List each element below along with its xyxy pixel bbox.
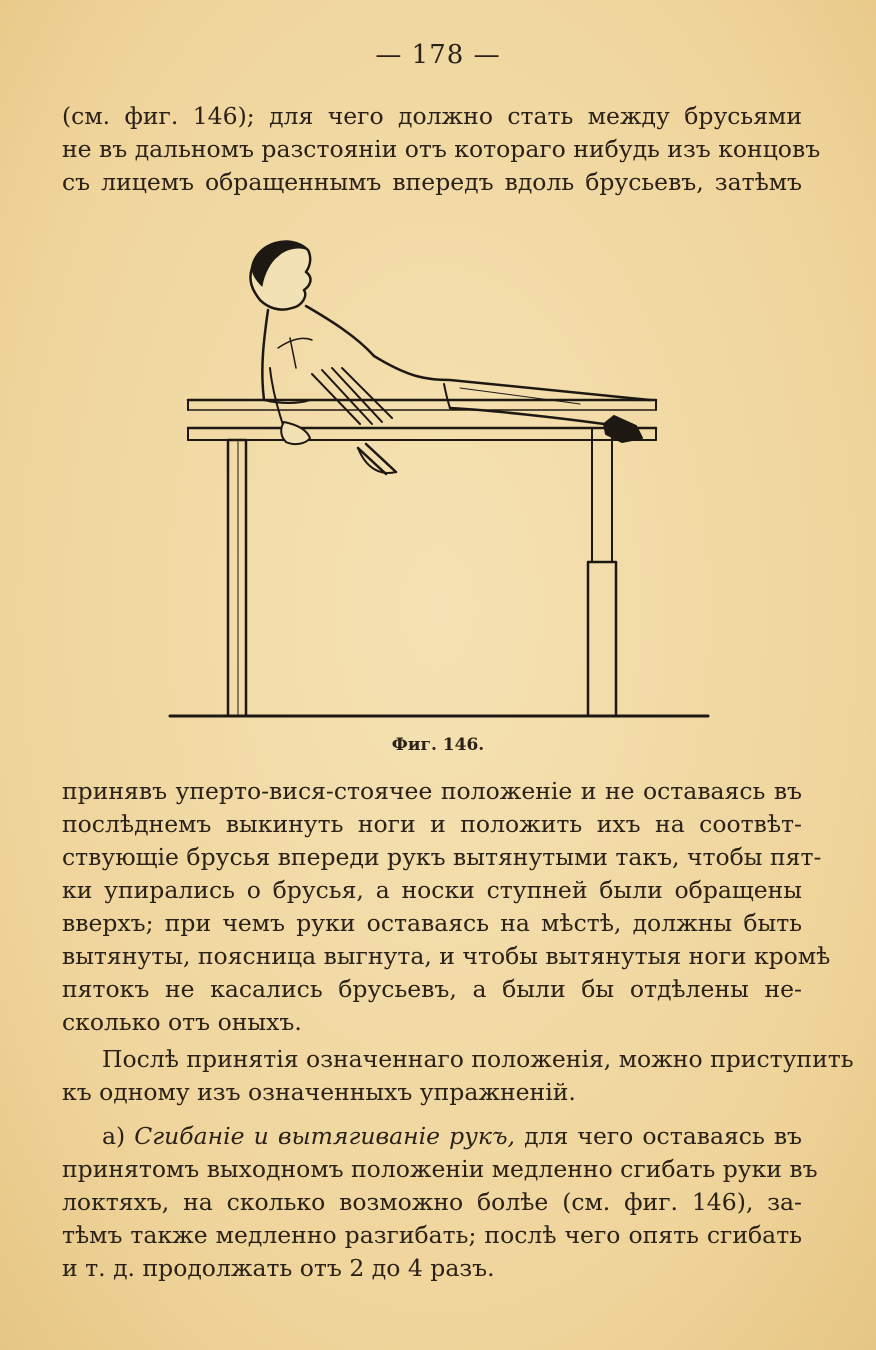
text-line: Послѣ принятiя означеннаго положенiя, можно приступить: [102, 1045, 854, 1073]
item-text: для чего оставаясь въ: [524, 1122, 802, 1150]
intro-paragraph: [62, 100, 821, 199]
paragraph-3: [62, 1120, 818, 1285]
text-line: ствующiе брусья впереди рукъ вытянутыми такъ, чтобы пят-: [62, 843, 822, 871]
figure-caption: Фиг. 146.: [391, 735, 485, 755]
item-marker: а): [102, 1122, 126, 1150]
page-number: — 178 —: [375, 40, 501, 70]
text-line: (см. фиг. 146); для чего должно стать между брусьями: [62, 102, 802, 130]
text-line: не въ дальномъ разстоянiи отъ котораго нибудь изъ концовъ: [62, 135, 821, 163]
text-line: локтяхъ, на сколько возможно болѣе (см. фиг. 146), за-: [62, 1188, 802, 1216]
text-line: послѣднемъ выкинуть ноги и положить ихъ на соотвѣт-: [62, 810, 802, 838]
text-line: и т. д. продолжать отъ 2 до 4 разъ.: [62, 1254, 495, 1282]
item-title: Сгибанiе и вытягиванiе рукъ,: [134, 1122, 516, 1150]
paragraph-1: [62, 775, 831, 1039]
text-line: ки упирались о брусья, а носки ступней были обращены: [62, 876, 802, 904]
text-line: пятокъ не касались брусьевъ, а были бы отдѣлены не-: [62, 975, 802, 1003]
paragraph-2: [62, 1043, 854, 1109]
text-line: принявъ уперто-вися-стоячее положенiе и не оставаясь въ: [62, 777, 802, 805]
parallel-bars-illustration: [160, 228, 720, 728]
text-line-first: [62, 1120, 802, 1153]
text-line: тѣмъ также медленно разгибать; послѣ чего опять сгибать: [62, 1221, 802, 1249]
text-line: вытянуты, поясница выгнута, и чтобы вытянутыя ноги кромѣ: [62, 942, 831, 970]
text-line: принятомъ выходномъ положенiи медленно сгибать руки въ: [62, 1155, 818, 1183]
text-line: съ лицемъ обращеннымъ впередъ вдоль брусьевъ, затѣмъ: [62, 168, 802, 196]
text-line: вверхъ; при чемъ руки оставаясь на мѣстѣ, должны быть: [62, 909, 802, 937]
text-line: къ одному изъ означенныхъ упражненiй.: [62, 1078, 576, 1106]
text-line: сколько отъ оныхъ.: [62, 1008, 302, 1036]
